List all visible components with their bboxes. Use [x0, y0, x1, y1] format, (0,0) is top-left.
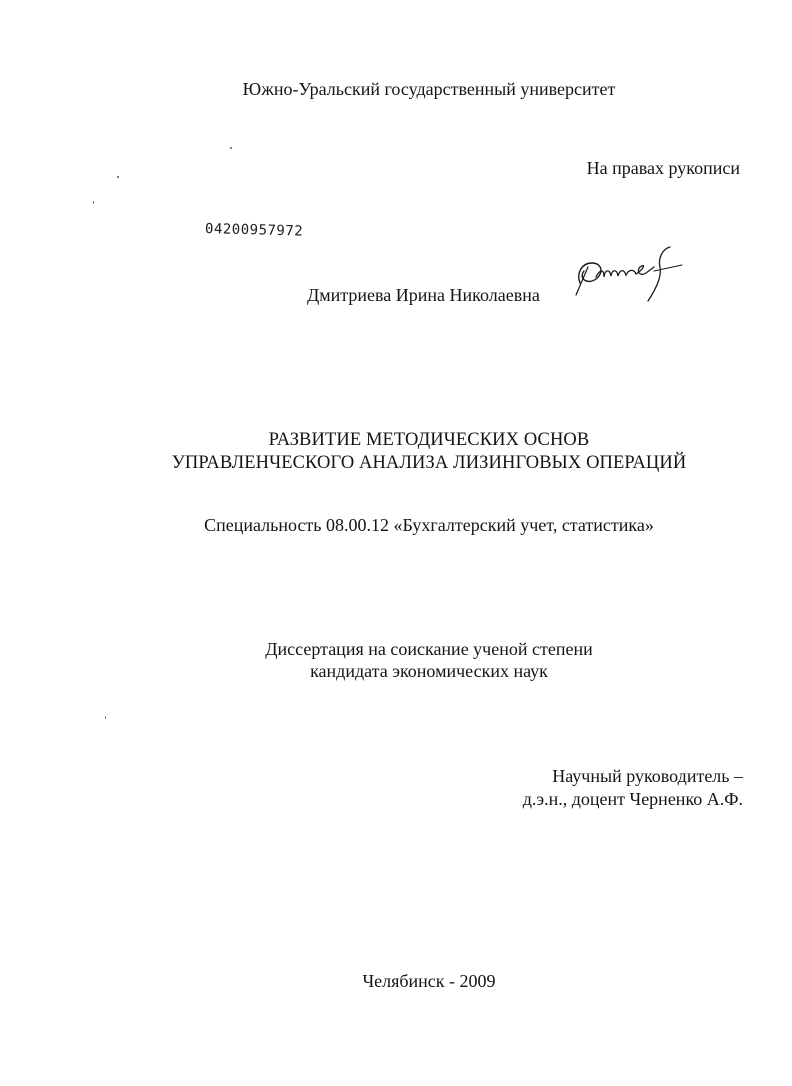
city-year: Челябинск - 2009	[362, 971, 496, 991]
manuscript-note: На правах рукописи	[586, 158, 740, 178]
dissertation-line-1: Диссертация на соискание ученой степени	[265, 639, 593, 659]
dissertation-line-2: кандидата экономических наук	[310, 661, 548, 681]
advisor-name: д.э.н., доцент Черненко А.Ф.	[522, 789, 743, 809]
specialty: Специальность 08.00.12 «Бухгалтерский учет, статистика»	[204, 515, 654, 535]
advisor-label: Научный руководитель –	[552, 766, 743, 786]
scan-speck	[230, 147, 232, 149]
title-line-1: РАЗВИТИЕ МЕТОДИЧЕСКИХ ОСНОВ	[268, 430, 590, 450]
author-signature	[574, 243, 684, 305]
university-name: Южно-Уральский государственный университет	[242, 79, 616, 99]
author-name: Дмитриева Ирина Николаевна	[307, 285, 540, 305]
title-line-2: УПРАВЛЕНЧЕСКОГО АНАЛИЗА ЛИЗИНГОВЫХ ОПЕРАЦИЙ	[171, 453, 687, 473]
scan-speck	[93, 201, 94, 204]
scan-speck	[117, 176, 119, 178]
scan-speck	[105, 716, 106, 719]
library-code: 04200957972	[204, 221, 304, 240]
